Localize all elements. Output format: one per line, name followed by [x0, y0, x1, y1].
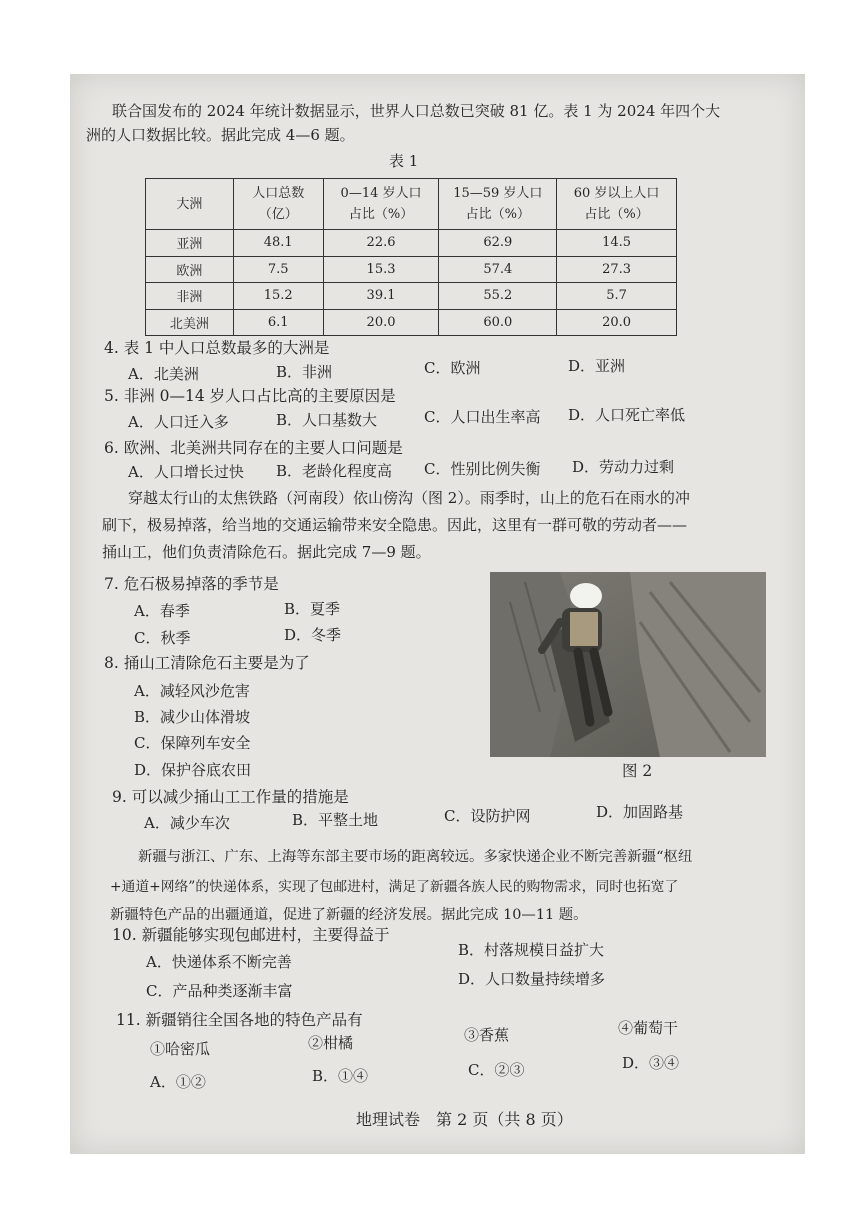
question-11-stem: 11. 新疆销往全国各地的特色产品有	[116, 1011, 363, 1029]
question-11-option-b[interactable]: B．①④	[312, 1067, 369, 1085]
table-cell: 39.1	[323, 283, 439, 310]
table-cell: 60.0	[439, 309, 557, 336]
question-7-option-c[interactable]: C．秋季	[134, 629, 191, 647]
table-cell: 14.5	[557, 230, 677, 257]
intro-1-line-1: 联合国发布的 2024 年统计数据显示，世界人口总数已突破 81 亿。表 1 为 2024 年四个大	[112, 102, 721, 120]
question-6-option-d[interactable]: D．劳动力过剩	[572, 458, 675, 476]
question-6-stem: 6. 欧洲、北美洲共同存在的主要人口问题是	[104, 439, 403, 457]
header-total: 人口总数 （亿）	[233, 179, 323, 230]
question-4-option-b[interactable]: B．非洲	[276, 363, 333, 381]
question-6-option-a[interactable]: A．人口增长过快	[128, 463, 244, 481]
table-cell: 北美洲	[146, 309, 234, 336]
table-cell: 62.9	[439, 230, 557, 257]
figure-2-photo	[490, 572, 766, 757]
question-7-option-b[interactable]: B．夏季	[284, 600, 341, 618]
intro-3-line-2: +通道+网络”的快递体系，实现了包邮进村，满足了新疆各族人民的购物需求，同时也拓宽了	[110, 879, 679, 895]
intro-1-line-2: 洲的人口数据比较。据此完成 4—6 题。	[86, 126, 355, 144]
table-header-row	[146, 179, 677, 230]
question-10-option-b[interactable]: B．村落规模日益扩大	[458, 941, 605, 959]
population-table	[145, 178, 677, 336]
table-cell: 27.3	[557, 256, 677, 283]
question-7-option-d[interactable]: D．冬季	[284, 626, 342, 644]
question-11-option-d[interactable]: D．③④	[622, 1054, 680, 1072]
question-4-stem: 4. 表 1 中人口总数最多的大洲是	[104, 339, 330, 357]
table-cell: 20.0	[323, 309, 439, 336]
question-8-option-a[interactable]: A．减轻风沙危害	[134, 682, 250, 700]
table-row	[146, 309, 677, 336]
header-15-59: 15—59 岁人口 占比（%）	[439, 179, 557, 230]
question-5-option-c[interactable]: C．人口出生率高	[424, 408, 541, 426]
table-cell: 55.2	[439, 283, 557, 310]
question-9-option-c[interactable]: C．设防护网	[444, 807, 531, 825]
question-11-item-1: ①哈密瓜	[150, 1040, 211, 1058]
table-cell: 15.2	[233, 283, 323, 310]
table-row	[146, 283, 677, 310]
question-9-option-d[interactable]: D．加固路基	[596, 803, 684, 821]
table-cell: 欧洲	[146, 256, 234, 283]
table-cell: 7.5	[233, 256, 323, 283]
question-5-option-d[interactable]: D．人口死亡率低	[568, 406, 686, 424]
question-6-option-c[interactable]: C．性别比例失衡	[424, 460, 541, 478]
question-8-option-d[interactable]: D．保护谷底农田	[134, 761, 252, 779]
table-cell: 5.7	[557, 283, 677, 310]
page-footer: 地理试卷 第 2 页（共 8 页）	[356, 1110, 573, 1129]
question-7-option-a[interactable]: A．春季	[134, 602, 190, 620]
question-9-stem: 9. 可以减少捅山工工作量的措施是	[112, 788, 349, 806]
question-5-option-a[interactable]: A．人口迁入多	[128, 413, 229, 431]
table-cell: 6.1	[233, 309, 323, 336]
table-caption: 表 1	[389, 152, 419, 170]
table-cell: 亚洲	[146, 230, 234, 257]
header-continent: 大洲	[146, 179, 234, 230]
question-10-option-d[interactable]: D．人口数量持续增多	[458, 970, 606, 988]
question-10-stem: 10. 新疆能够实现包邮进村，主要得益于	[112, 926, 390, 944]
question-7-stem: 7. 危石极易掉落的季节是	[104, 575, 279, 593]
header-0-14: 0—14 岁人口 占比（%）	[323, 179, 439, 230]
table-cell: 非洲	[146, 283, 234, 310]
table-cell: 20.0	[557, 309, 677, 336]
question-6-option-b[interactable]: B．老龄化程度高	[276, 462, 393, 480]
intro-2-line-2: 刷下，极易掉落，给当地的交通运输带来安全隐患。因此，这里有一群可敬的劳动者——	[102, 516, 688, 534]
question-8-stem: 8. 捅山工清除危石主要是为了	[104, 654, 310, 672]
question-11-item-2: ②柑橘	[308, 1034, 354, 1052]
question-11-item-3: ③香蕉	[464, 1026, 510, 1044]
question-4-option-a[interactable]: A．北美洲	[128, 365, 199, 383]
question-8-option-c[interactable]: C．保障列车安全	[134, 734, 251, 752]
question-11-item-4: ④葡萄干	[618, 1019, 679, 1037]
header-60-plus: 60 岁以上人口 占比（%）	[557, 179, 677, 230]
cliff-worker-illustration	[490, 572, 766, 757]
question-10-option-a[interactable]: A．快递体系不断完善	[146, 953, 292, 971]
question-4-option-d[interactable]: D．亚洲	[568, 357, 626, 375]
question-8-option-b[interactable]: B．减少山体滑坡	[134, 708, 251, 726]
intro-2-line-1: 穿越太行山的太焦铁路（河南段）依山傍沟（图 2）。雨季时，山上的危石在雨水的冲	[128, 489, 690, 507]
table-row	[146, 230, 677, 257]
question-4-option-c[interactable]: C．欧洲	[424, 359, 481, 377]
question-11-option-a[interactable]: A．①②	[150, 1073, 206, 1091]
question-5-option-b[interactable]: B．人口基数大	[276, 411, 378, 429]
intro-2-line-3: 捅山工，他们负责清除危石。据此完成 7—9 题。	[102, 543, 431, 561]
table-cell: 48.1	[233, 230, 323, 257]
table-cell: 15.3	[323, 256, 439, 283]
intro-3-line-3: 新疆特色产品的出疆通道，促进了新疆的经济发展。据此完成 10—11 题。	[110, 907, 588, 923]
question-9-option-a[interactable]: A．减少车次	[144, 814, 230, 832]
table-row	[146, 256, 677, 283]
intro-3-line-1: 新疆与浙江、广东、上海等东部主要市场的距离较远。多家快递企业不断完善新疆“枢纽	[138, 849, 693, 865]
table-cell: 57.4	[439, 256, 557, 283]
question-9-option-b[interactable]: B．平整土地	[292, 811, 379, 829]
hardhat-icon	[570, 583, 602, 609]
question-11-option-c[interactable]: C．②③	[468, 1061, 525, 1079]
question-5-stem: 5. 非洲 0—14 岁人口占比高的主要原因是	[104, 387, 396, 405]
question-10-option-c[interactable]: C．产品种类逐渐丰富	[146, 982, 293, 1000]
table-cell: 22.6	[323, 230, 439, 257]
figure-2-caption: 图 2	[622, 762, 653, 780]
